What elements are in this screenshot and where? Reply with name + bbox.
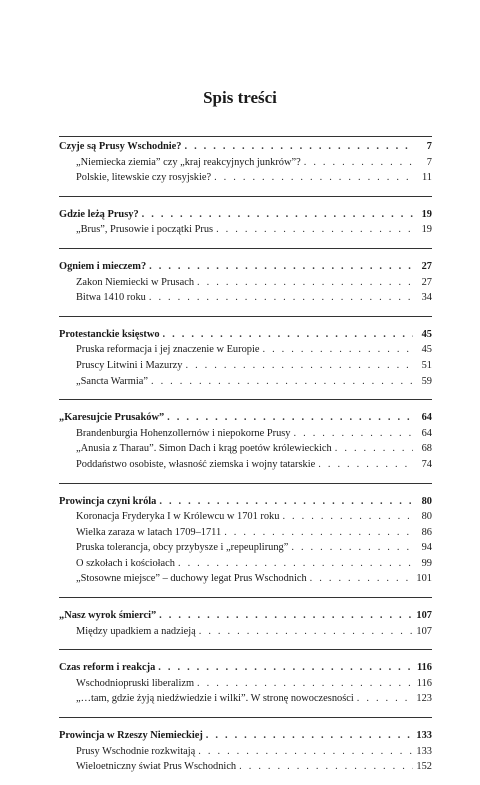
dot-leader	[184, 139, 413, 155]
chapter-heading-title: Protestanckie księstwo	[59, 328, 160, 340]
subchapter-entry	[59, 374, 432, 390]
dot-leader	[158, 660, 413, 676]
subchapter-entry	[59, 571, 432, 587]
dot-leader	[167, 410, 413, 426]
subchapter-entry	[59, 759, 432, 775]
subchapter-entry-page-number: 51	[421, 359, 432, 371]
subchapter-entry-title: Brandenburgia Hohenzollernów i niepokorne Prusy	[76, 427, 291, 439]
subchapter-entry-page-number: 19	[421, 224, 432, 236]
subchapter-entry	[59, 222, 432, 238]
subchapter-entry-title: Między upadkiem a nadzieją	[76, 625, 196, 637]
dot-leader	[151, 374, 413, 390]
subchapter-entry-page-number: 123	[416, 693, 432, 705]
subchapter-entry	[59, 556, 432, 572]
dot-leader	[357, 691, 413, 707]
dot-leader	[185, 358, 413, 374]
dot-leader	[291, 540, 413, 556]
toc-section	[59, 248, 432, 316]
toc-section	[59, 399, 432, 482]
chapter-heading-title: Ogniem i mieczem?	[59, 260, 147, 272]
toc-section	[59, 316, 432, 399]
dot-leader	[335, 441, 413, 457]
subchapter-entry-page-number: 133	[416, 745, 432, 757]
chapter-heading-page-number: 19	[421, 208, 432, 220]
subchapter-entry-title: Poddaństwo osobiste, własność ziemska i wojny tatarskie	[76, 458, 316, 470]
dot-leader	[163, 327, 413, 343]
subchapter-entry-title: „Brus”, Prusowie i początki Prus	[76, 224, 214, 236]
dot-leader	[294, 426, 414, 442]
dot-leader	[262, 342, 413, 358]
subchapter-entry-page-number: 11	[421, 172, 432, 184]
subchapter-entry	[59, 540, 432, 556]
toc-section	[59, 717, 432, 785]
subchapter-entry-title: Polskie, litewskie czy rosyjskie?	[76, 172, 212, 184]
dot-leader	[159, 494, 413, 510]
dot-leader	[224, 525, 413, 541]
subchapter-entry-page-number: 107	[416, 625, 432, 637]
subchapter-entry-title: „Sancta Warmia”	[76, 375, 148, 387]
chapter-heading-page-number: 80	[421, 495, 432, 507]
chapter-heading	[59, 728, 432, 744]
chapter-heading-page-number: 45	[421, 328, 432, 340]
subchapter-entry	[59, 358, 432, 374]
chapter-heading-title: Gdzie leżą Prusy?	[59, 208, 139, 220]
dot-leader	[149, 259, 413, 275]
subchapter-entry-title: Wschodniopruski liberalizm	[76, 677, 195, 689]
chapter-heading-title: Czyje są Prusy Wschodnie?	[59, 141, 182, 152]
subchapter-entry	[59, 426, 432, 442]
chapter-heading-page-number: 7	[426, 141, 432, 152]
subchapter-entry-title: „Stosowne miejsce” – duchowy legat Prus Wschodnich	[76, 573, 307, 585]
subchapter-entry-title: Prusy Wschodnie rozkwitają	[76, 745, 196, 757]
dot-leader	[206, 728, 413, 744]
chapter-heading-page-number: 116	[416, 662, 432, 674]
subchapter-entry-page-number: 45	[421, 344, 432, 356]
dot-leader	[197, 275, 413, 291]
subchapter-entry-page-number: 64	[421, 427, 432, 439]
dot-leader	[216, 222, 413, 238]
toc-section	[59, 649, 432, 717]
subchapter-entry	[59, 342, 432, 358]
subchapter-entry-title: Pruscy Litwini i Mazurzy	[76, 359, 183, 371]
toc-section	[59, 597, 432, 649]
subchapter-entry-title: Bitwa 1410 roku	[76, 292, 146, 304]
subchapter-entry-page-number: 94	[421, 542, 432, 554]
subchapter-entry-page-number: 86	[421, 526, 432, 538]
subchapter-entry	[59, 441, 432, 457]
subchapter-entry	[59, 275, 432, 291]
toc-section	[59, 196, 432, 248]
dot-leader	[142, 207, 413, 223]
subchapter-entry-title: Zakon Niemiecki w Prusach	[76, 276, 195, 288]
subchapter-entry	[59, 691, 432, 707]
dot-leader	[214, 170, 413, 186]
subchapter-entry-title: Wieloetniczny świat Prus Wschodnich	[76, 761, 237, 773]
subchapter-entry	[59, 509, 432, 525]
page-title: Spis treści	[203, 88, 277, 107]
chapter-heading-title: „Karesujcie Prusaków”	[59, 412, 165, 424]
chapter-heading-title: Prowincja czyni króla	[59, 495, 157, 507]
dot-leader	[310, 571, 413, 587]
subchapter-entry	[59, 624, 432, 640]
subchapter-entry	[59, 525, 432, 541]
dot-leader	[304, 155, 413, 171]
subchapter-entry-page-number: 34	[421, 292, 432, 304]
chapter-heading-title: „Nasz wyrok śmierci”	[59, 610, 157, 622]
chapter-heading	[59, 207, 432, 223]
dot-leader	[198, 744, 413, 760]
subchapter-entry	[59, 676, 432, 692]
table-of-contents	[59, 136, 432, 785]
subchapter-entry	[59, 744, 432, 760]
subchapter-entry	[59, 457, 432, 473]
subchapter-entry-page-number: 59	[421, 375, 432, 387]
chapter-heading-title: Prowincja w Rzeszy Niemieckiej	[59, 730, 203, 742]
chapter-heading-page-number: 107	[416, 610, 432, 622]
dot-leader	[159, 608, 413, 624]
subchapter-entry-title: O szkołach i kościołach	[76, 557, 175, 569]
chapter-heading-page-number: 133	[416, 730, 432, 742]
dot-leader	[239, 759, 413, 775]
toc-section	[59, 136, 432, 196]
subchapter-entry-title: „Niemiecka ziemia” czy „kraj reakcyjnych junkrów”?	[76, 156, 301, 168]
subchapter-entry-page-number: 27	[421, 276, 432, 288]
chapter-heading-page-number: 27	[421, 260, 432, 272]
subchapter-entry-title: „…tam, gdzie żyją niedźwiedzie i wilki”. W stronę nowoczesności	[76, 693, 354, 705]
dot-leader	[282, 509, 413, 525]
subchapter-entry	[59, 290, 432, 306]
chapter-heading	[59, 608, 432, 624]
subchapter-entry-page-number: 74	[421, 458, 432, 470]
subchapter-entry-page-number: 116	[416, 677, 432, 689]
chapter-heading-title: Czas reform i reakcja	[59, 662, 156, 674]
chapter-heading	[59, 410, 432, 426]
chapter-heading	[59, 139, 432, 155]
subchapter-entry-page-number: 80	[421, 511, 432, 523]
subchapter-entry-title: „Anusia z Tharau”. Simon Dach i krąg poetów królewieckich	[76, 443, 332, 455]
dot-leader	[149, 290, 413, 306]
subchapter-entry-title: Wielka zaraza w latach 1709–1711	[76, 526, 222, 538]
subchapter-entry-page-number: 7	[426, 156, 432, 168]
subchapter-entry-title: Pruska tolerancja, obcy przybysze i „repeuplirung”	[76, 542, 289, 554]
chapter-heading	[59, 660, 432, 676]
dot-leader	[178, 556, 413, 572]
subchapter-entry-title: Pruska reformacja i jej znaczenie w Europie	[76, 344, 260, 356]
toc-section	[59, 483, 432, 598]
subchapter-entry	[59, 155, 432, 171]
chapter-heading	[59, 327, 432, 343]
chapter-heading	[59, 259, 432, 275]
subchapter-entry-page-number: 99	[421, 557, 432, 569]
subchapter-entry-page-number: 101	[416, 573, 432, 585]
dot-leader	[197, 676, 413, 692]
subchapter-entry	[59, 170, 432, 186]
subchapter-entry-page-number: 68	[421, 443, 432, 455]
chapter-heading-page-number: 64	[421, 412, 432, 424]
chapter-heading	[59, 494, 432, 510]
subchapter-entry-page-number: 152	[416, 761, 432, 773]
dot-leader	[318, 457, 413, 473]
subchapter-entry-title: Koronacja Fryderyka I w Królewcu w 1701 roku	[76, 511, 280, 523]
dot-leader	[199, 624, 413, 640]
